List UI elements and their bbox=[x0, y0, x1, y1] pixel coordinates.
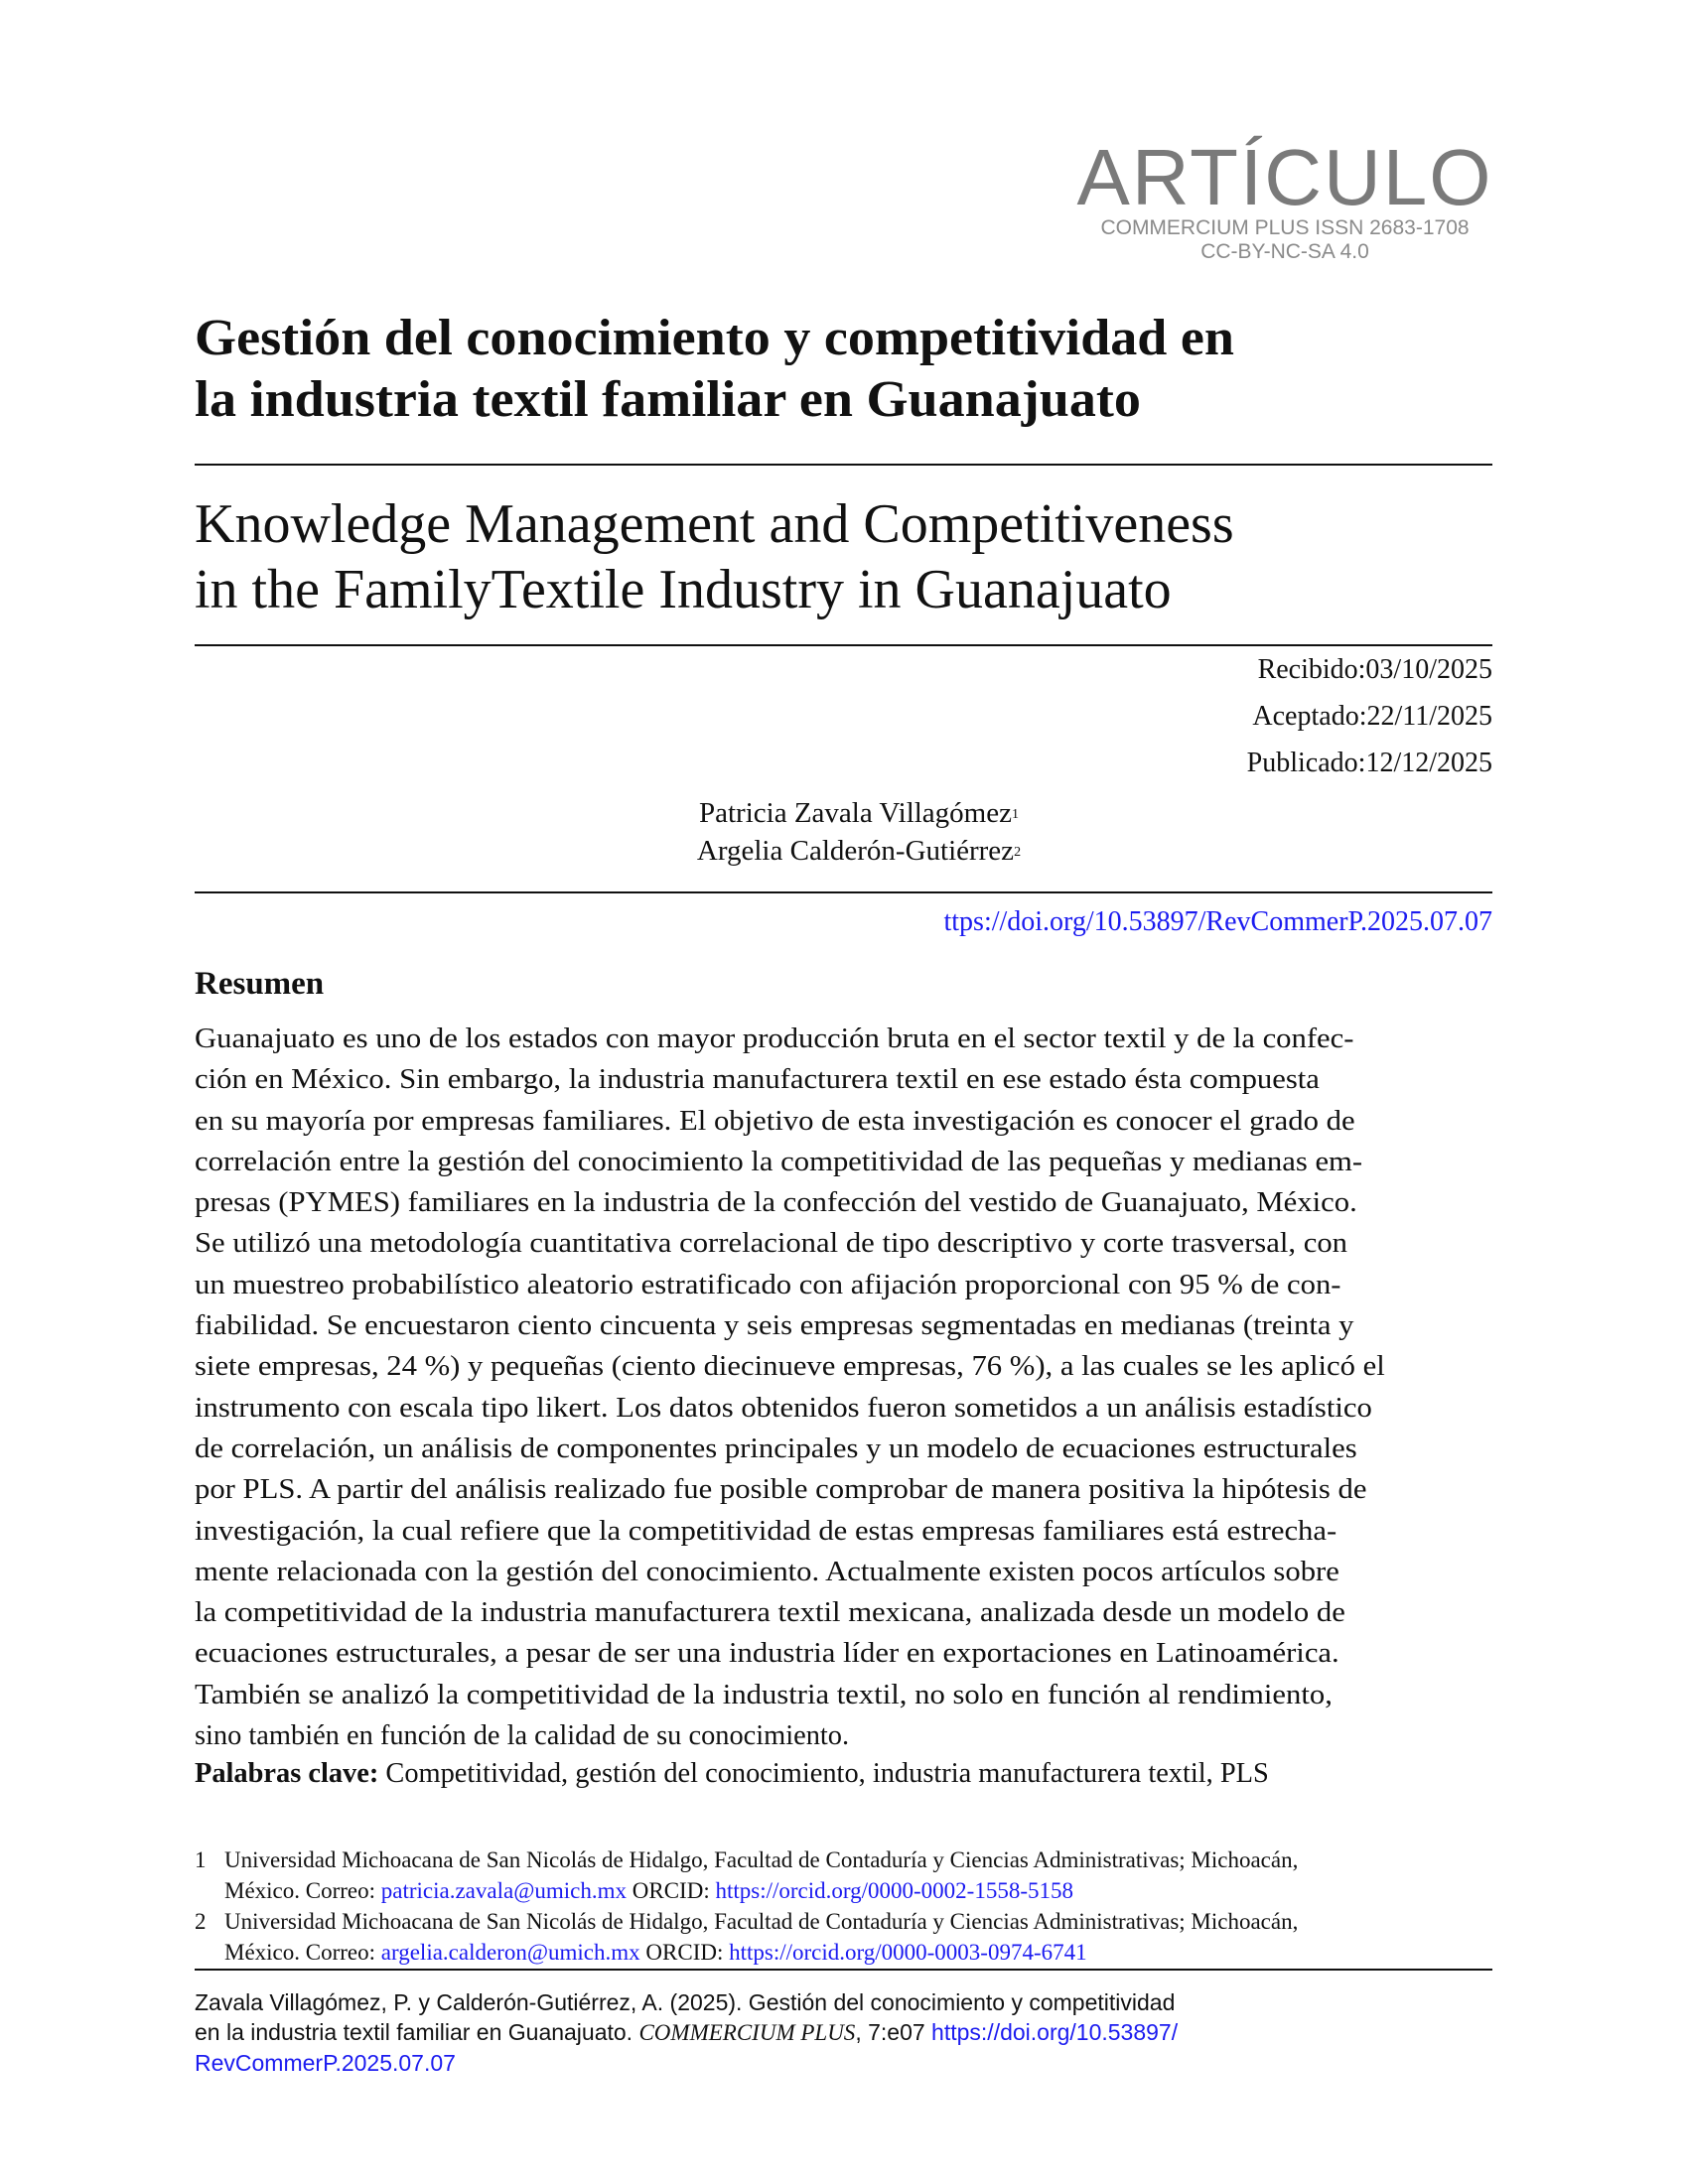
abstract-line: investigación, la cual refiere que la competitividad de estas empresas familiares está estrecha- bbox=[195, 1515, 1337, 1547]
abstract-line: en su mayoría por empresas familiares. El objetivo de esta investigación es conocer el grado de bbox=[195, 1105, 1355, 1137]
keywords-list: Competitividad, gestión del conocimiento, industria manufacturera textil, PLS bbox=[378, 1758, 1269, 1789]
abstract-line: ción en México. Sin embargo, la industria manufacturera textil en ese estado ésta compuesta bbox=[195, 1064, 1320, 1096]
orcid-label: ORCID: bbox=[627, 1878, 716, 1903]
footnote-number: 1 bbox=[195, 1847, 207, 1872]
abstract-line: Se utilizó una metodología cuantitativa correlacional de tipo descriptivo y corte trasversal, con bbox=[195, 1228, 1347, 1260]
journal-name: COMMERCIUM PLUS bbox=[638, 2020, 856, 2045]
license-label: CC-BY-NC-SA 4.0 bbox=[1200, 240, 1369, 263]
abstract-line: de correlación, un análisis de componentes principales y un modelo de ecuaciones estructurales bbox=[195, 1433, 1357, 1464]
received-date: Recibido:03/10/2025 bbox=[1257, 654, 1492, 685]
footnotes bbox=[195, 1844, 1492, 1968]
accepted-date: Aceptado:22/11/2025 bbox=[1252, 701, 1492, 732]
abstract-line: mente relacionada con la gestión del conocimiento. Actualmente existen pocos artículos sobre bbox=[195, 1556, 1339, 1587]
publication-dates bbox=[1247, 646, 1492, 786]
footnote-text bbox=[224, 1906, 1492, 1968]
citation-line bbox=[195, 2017, 1446, 2048]
abstract-line: correlación entre la gestión del conocimiento la competitividad de las pequeñas y medianas em- bbox=[195, 1146, 1363, 1177]
email-link[interactable]: patricia.zavala@umich.mx bbox=[380, 1878, 628, 1903]
orcid-label: ORCID: bbox=[639, 1940, 730, 1965]
abstract-body bbox=[195, 1019, 1492, 1756]
footnote-contact bbox=[224, 1937, 1492, 1968]
abstract-line: Guanajuato es uno de los estados con mayor producción bruta en el sector textil y de la confec- bbox=[195, 1024, 1354, 1054]
footnote-number: 2 bbox=[195, 1909, 207, 1934]
author-list bbox=[596, 794, 1122, 870]
citation-volume: , 7:e07 bbox=[855, 2019, 932, 2045]
article-type-label: ARTÍCULO bbox=[1076, 133, 1493, 221]
title-english bbox=[195, 491, 1505, 622]
divider-rule bbox=[195, 464, 1492, 466]
citation-doi-link[interactable]: https://doi.org/10.53897/ bbox=[931, 2019, 1179, 2045]
title-english-line: Knowledge Management and Competitiveness bbox=[195, 493, 1234, 555]
citation bbox=[195, 1987, 1446, 2078]
divider-rule bbox=[195, 891, 1492, 893]
abstract-line: presas (PYMES) familiares en la industria de la confección del vestido de Guanajuato, México. bbox=[195, 1187, 1357, 1219]
footnote bbox=[195, 1906, 1492, 1968]
author bbox=[596, 832, 1122, 870]
footnote-affiliation: Universidad Michoacana de San Nicolás de Hidalgo, Facultad de Contaduría y Ciencias Administrativas; Michoacán, bbox=[224, 1847, 1299, 1872]
title-spanish bbox=[195, 308, 1558, 431]
orcid-link[interactable]: https://orcid.org/0000-0002-1558-5158 bbox=[715, 1878, 1073, 1903]
footnote-divider bbox=[195, 1969, 1492, 1971]
abstract-line: fiabilidad. Se encuestaron ciento cincuenta y seis empresas segmentadas en medianas (treinta y bbox=[195, 1310, 1354, 1342]
title-spanish-line: la industria textil familiar en Guanajuato bbox=[195, 371, 1141, 428]
email-link[interactable]: argelia.calderon@umich.mx bbox=[380, 1940, 640, 1965]
keywords bbox=[195, 1758, 1269, 1790]
author bbox=[596, 794, 1122, 832]
citation-doi-link-continued[interactable]: RevCommerP.2025.07.07 bbox=[195, 2050, 456, 2076]
abstract-line: instrumento con escala tipo likert. Los datos obtenidos fueron sometidos a un análisis estadístico bbox=[195, 1392, 1372, 1424]
footnote-text bbox=[224, 1844, 1492, 1906]
abstract-line: siete empresas, 24 %) y pequeñas (ciento diecinueve empresas, 76 %), a las cuales se les aplicó el bbox=[195, 1351, 1385, 1383]
keywords-label: Palabras clave: bbox=[195, 1758, 379, 1789]
abstract-line: ecuaciones estructurales, a pesar de ser una industria líder en exportaciones en Latinoamérica. bbox=[195, 1638, 1339, 1670]
footnote-contact bbox=[224, 1875, 1492, 1906]
footnote-prefix: México. Correo: bbox=[224, 1878, 381, 1903]
published-date: Publicado:12/12/2025 bbox=[1246, 748, 1492, 778]
abstract-heading: Resumen bbox=[195, 966, 325, 1002]
journal-issn: COMMERCIUM PLUS ISSN 2683-1708 bbox=[1100, 216, 1470, 239]
author-affiliation-marker: 1 bbox=[1011, 807, 1019, 822]
footnote-affiliation: Universidad Michoacana de San Nicolás de Hidalgo, Facultad de Contaduría y Ciencias Administrativas; Michoacán, bbox=[224, 1909, 1299, 1934]
title-english-line: in the FamilyTextile Industry in Guanajuato bbox=[195, 559, 1172, 620]
orcid-link[interactable]: https://orcid.org/0000-0003-0974-6741 bbox=[729, 1940, 1087, 1965]
abstract-line: la competitividad de la industria manufacturera textil mexicana, analizada desde un modelo de bbox=[195, 1597, 1345, 1629]
abstract-line: También se analizó la competitividad de la industria textil, no solo en función al rendimiento, bbox=[195, 1679, 1333, 1710]
author-name: Patricia Zavala Villagómez bbox=[699, 797, 1012, 829]
doi-link[interactable]: ttps://doi.org/10.53897/RevCommerP.2025.07.07 bbox=[943, 906, 1492, 937]
title-spanish-line: Gestión del conocimiento y competitividad en bbox=[195, 310, 1234, 366]
article-badge bbox=[1076, 133, 1493, 264]
citation-line: Zavala Villagómez, P. y Calderón-Gutiérrez, A. (2025). Gestión del conocimiento y competitividad bbox=[195, 1989, 1176, 2015]
author-affiliation-marker: 2 bbox=[1014, 845, 1022, 860]
footnote bbox=[195, 1844, 1492, 1906]
citation-text: en la industria textil familiar en Guanajuato. bbox=[195, 2019, 639, 2045]
abstract-line: un muestreo probabilístico aleatorio estratificado con afijación proporcional con 95 % de con- bbox=[195, 1269, 1341, 1300]
footnote-prefix: México. Correo: bbox=[224, 1940, 381, 1965]
abstract-line: sino también en función de la calidad de su conocimiento. bbox=[195, 1720, 850, 1752]
author-name: Argelia Calderón-Gutiérrez bbox=[696, 835, 1015, 867]
abstract-line: por PLS. A partir del análisis realizado fue posible comprobar de manera positiva la hipótesis de bbox=[195, 1474, 1367, 1506]
